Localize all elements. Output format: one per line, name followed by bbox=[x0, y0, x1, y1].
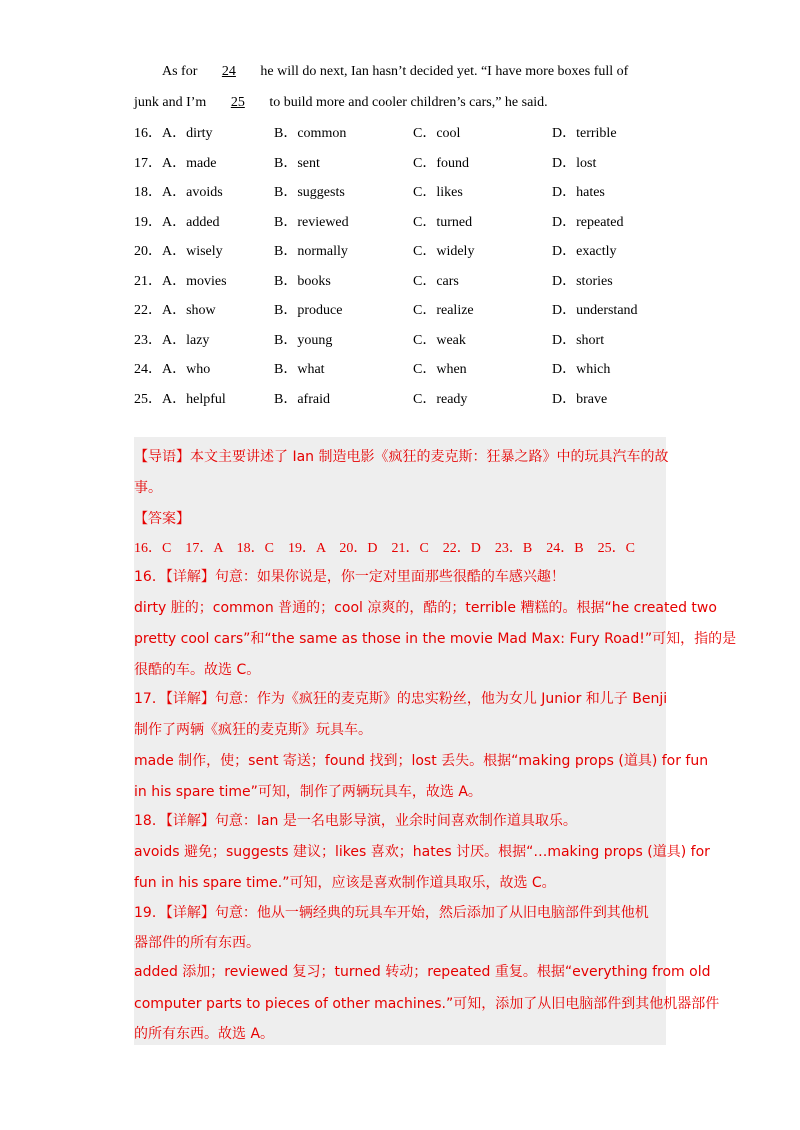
analysis-box bbox=[134, 437, 737, 1045]
analysis-line: dirty 脏的；common 普通的；cool 凉爽的，酷的；terrible 糟糕的。根据“he created two bbox=[134, 600, 717, 616]
answer-key: 16．C 17．A 18．C 19．A 20．D 21．C 22．D 23．B 24．B 25．C bbox=[134, 541, 635, 556]
analysis-line: 器部件的所有东西。 bbox=[134, 935, 260, 951]
analysis-line: avoids 避免；suggests 建议；likes 喜欢；hates 讨厌。根据“…making props (道具) for bbox=[134, 844, 710, 860]
question-row: 17．A．made B．sent C．found D．lost bbox=[134, 155, 597, 171]
question-row: 22．A．show B．produce C．realize D．understand bbox=[134, 303, 638, 318]
analysis-line: pretty cool cars”和“the same as those in the movie Mad Max: Fury Road!”可知，指的是 bbox=[134, 631, 737, 647]
analysis-line: computer parts to pieces of other machines.”可知，添加了从旧电脑部件到其他机器部件 bbox=[134, 996, 720, 1012]
analysis-line: 18．【详解】句意：Ian 是一名电影导演，业余时间喜欢制作道具取乐。 bbox=[134, 813, 577, 829]
analysis-line: 17．【详解】句意：作为《疯狂的麦克斯》的忠实粉丝，他为女儿 Junior 和儿子 Benji bbox=[134, 691, 668, 707]
question-row: 25．A．helpful B．afraid C．ready D．brave bbox=[134, 391, 608, 407]
passage-line-2: junk and I’m 25 to build more and cooler children’s cars,” he said. bbox=[134, 95, 548, 110]
question-row: 24．A．who B．what C．when D．which bbox=[134, 362, 611, 377]
question-row: 18．A．avoids B．suggests C．likes D．hates bbox=[134, 185, 605, 200]
passage-line-1: As for 24 he will do next, Ian hasn’t decided yet. “I have more boxes full of bbox=[162, 64, 629, 79]
question-row: 23．A．lazy B．young C．weak D．short bbox=[134, 332, 605, 348]
question-row: 16．A．dirty B．common C．cool D．terrible bbox=[134, 126, 617, 141]
question-row: 19．A．added B．reviewed C．turned D．repeated bbox=[134, 214, 624, 230]
analysis-line: added 添加；reviewed 复习；turned 转动；repeated 重复。根据“everything from old bbox=[134, 964, 711, 980]
blank-24: 24 bbox=[221, 64, 236, 79]
analysis-line: 事。 bbox=[134, 480, 162, 496]
analysis-line: 制作了两辆《疯狂的麦克斯》玩具车。 bbox=[134, 722, 372, 738]
analysis-line: in his spare time”可知，制作了两辆玩具车，故选 A。 bbox=[134, 784, 482, 800]
analysis-line: 16．【详解】句意：如果你说是，你一定对里面那些很酷的车感兴趣！ bbox=[134, 569, 565, 585]
options-list bbox=[134, 122, 664, 417]
analysis-line: 的所有东西。故选 A。 bbox=[134, 1026, 275, 1042]
analysis-line: 19．【详解】句意：他从一辆经典的玩具车开始，然后添加了从旧电脑部件到其他机 bbox=[134, 905, 649, 921]
question-row: 21．A．movies B．books C．cars D．stories bbox=[134, 273, 613, 289]
question-row: 20．A．wisely B．normally C．widely D．exactly bbox=[134, 244, 617, 259]
analysis-line: 【答案】 bbox=[134, 511, 190, 527]
analysis-line: fun in his spare time.”可知，应该是喜欢制作道具取乐，故选 C。 bbox=[134, 875, 556, 891]
analysis-line: 【导语】本文主要讲述了 Ian 制造电影《疯狂的麦克斯：狂暴之路》中的玩具汽车的故 bbox=[134, 449, 669, 465]
analysis-line: 很酷的车。故选 C。 bbox=[134, 662, 261, 678]
blank-25: 25 bbox=[230, 95, 245, 110]
analysis-line: made 制作，使；sent 寄送；found 找到；lost 丢失。根据“making props (道具) for fun bbox=[134, 753, 709, 769]
